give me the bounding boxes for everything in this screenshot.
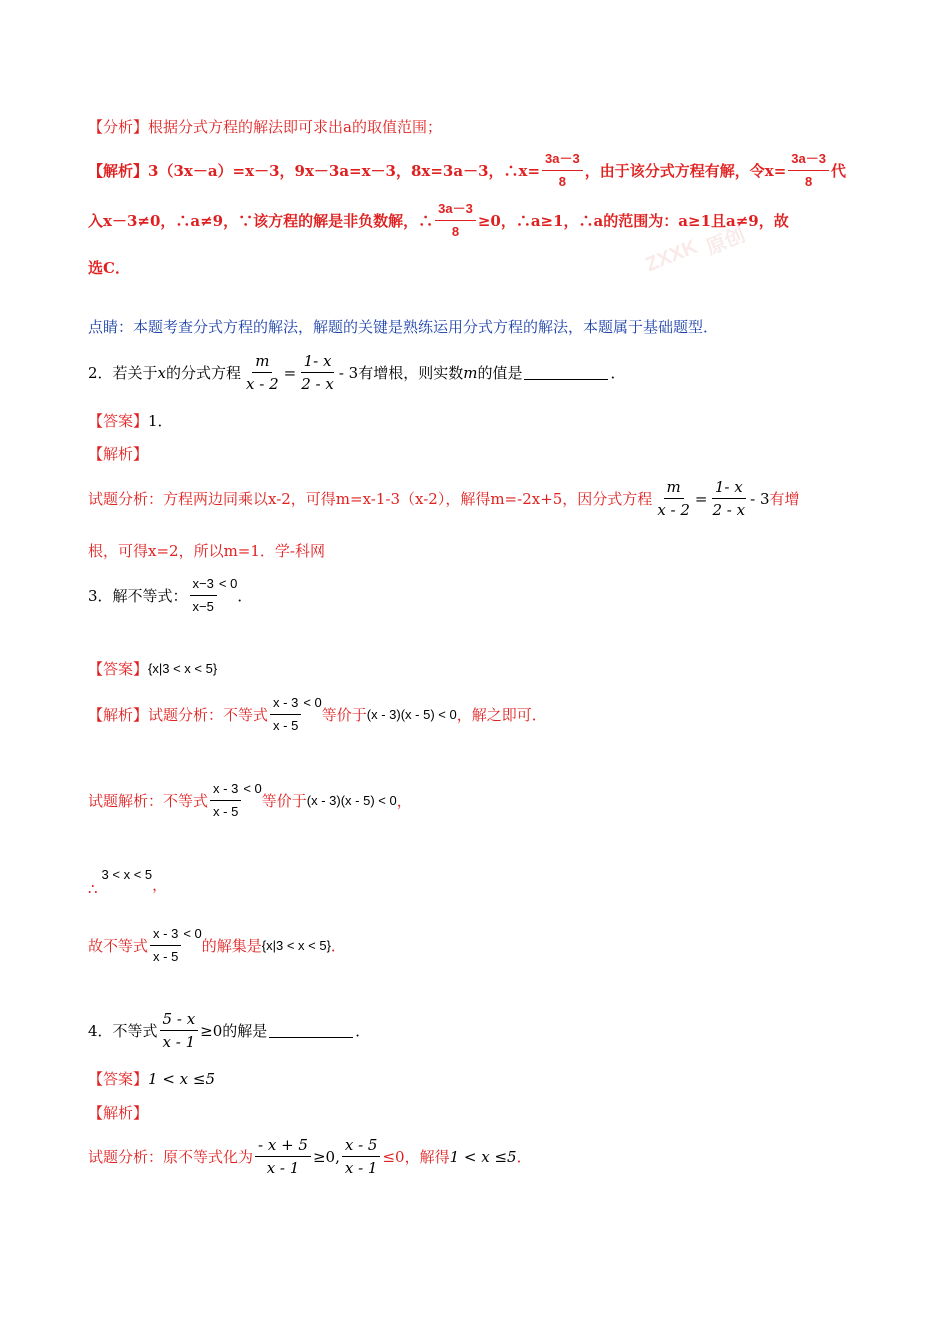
fraction-3a-3-over-8: $\frac{3a-3}{8}$ [542, 150, 583, 191]
q3-answer-label: 【答案】 [88, 660, 149, 678]
q3-conclusion-line [88, 925, 346, 966]
q3-conclusion-end: ． [330, 937, 346, 955]
q2-answer-blank[interactable] [524, 365, 608, 380]
q2-minus-3: - 3 [338, 363, 359, 382]
q4-solution-range: 1 < x ≤5 [449, 1147, 517, 1166]
q2-answer-label: 【答案】 [88, 412, 149, 430]
jiexi-text-5: ≥0，∴a≥1，∴a的范围为：a≥1且a≠9，故 [477, 212, 789, 230]
q2-jiexi-line [88, 443, 148, 464]
therefore-symbol: ∴ [88, 879, 98, 898]
q2-fraction-1-x: $\frac{1- x}{2 - x}$ [301, 352, 334, 393]
fraction-3a-3-over-8-c: $\frac{3a-3}{8}$ [435, 200, 476, 241]
q4-answer: 1 < x ≤5 [148, 1069, 216, 1088]
q4-solution-pre: 试题分析：原不等式化为 [88, 1148, 254, 1166]
q3-conclusion-pre: 故不等式 [88, 937, 149, 955]
q3-less-than-zero: < 0 [218, 576, 238, 591]
q3-detail-fraction: $\frac{x - 3}{x - 5}$ [210, 780, 241, 821]
q2-fraction-m: $\frac{m}{x - 2}$ [246, 352, 279, 393]
jiexi-text-1: 3（3x－a）=x－3，9x－3a=x－3，8x=3a－3，∴x= [148, 162, 541, 180]
q3-answer: {x|3 < x < 5} [148, 661, 218, 676]
q4-stem [88, 1010, 370, 1051]
jiexi-line-3 [88, 257, 130, 278]
q2-solution-line-2 [88, 540, 325, 561]
dianjing-text: 点睛：本题考查分式方程的解法，解题的关键是熟练运用分式方程的解法，本题属于基础题型． [88, 318, 719, 336]
q4-stem-pre: 4．不等式 [88, 1022, 158, 1040]
jiexi-text-6: 选C． [88, 259, 130, 277]
fenxi-text: 根据分式方程的解法即可求出a的取值范围； [148, 118, 442, 136]
q2-var-x: x [157, 363, 167, 382]
q3-detail-less-than-zero: < 0 [243, 781, 262, 796]
fenxi-label: 【分析】 [88, 118, 149, 136]
q3-analysis-fraction: $\frac{x - 3}{x - 5}$ [270, 694, 301, 735]
q4-period: ． [355, 1022, 371, 1040]
q2-solution-pre: 试题分析：方程两边同乘以x-2，可得m=x-1-3（x-2），解得m=-2x+5，因分式方程 [88, 490, 653, 508]
q4-solution-end: ． [516, 1148, 532, 1166]
q3-analysis-end: ，解之即可． [456, 706, 547, 724]
q2-solution-fraction-1-x: $\frac{1- x}{2 - x}$ [712, 478, 746, 519]
q3-range-comma: ， [152, 876, 168, 894]
q4-jiexi-label: 【解析】 [88, 1104, 149, 1122]
q4-answer-blank[interactable] [269, 1023, 353, 1038]
q3-stem [88, 575, 252, 616]
q2-stem-pre: 2．若关于 [88, 364, 158, 382]
jiexi-text-3: 代 [830, 162, 846, 180]
q4-solution-leq: ≤0，解得 [382, 1148, 450, 1166]
q2-answer: 1． [148, 412, 173, 430]
watermark-original: 原创 [703, 224, 749, 260]
fenxi-line [88, 116, 442, 137]
q3-conclusion-set: {x|3 < x < 5} [261, 938, 331, 953]
q2-solution-equals: = [694, 489, 708, 508]
jiexi-text-4: 入x－3≠0，∴a≠9，∵该方程的解是非负数解，∴ [88, 212, 434, 230]
q4-geq-zero: ≥0 [200, 1021, 223, 1040]
q3-analysis-mid: 等价于 [321, 706, 367, 724]
q4-answer-label: 【答案】 [88, 1070, 149, 1088]
q2-solution-minus-3: - 3 [750, 489, 770, 508]
jiexi-line-1 [88, 150, 846, 191]
q3-fraction: $\frac{x-3}{x-5}$ [190, 575, 217, 616]
q3-detail-line [88, 780, 412, 821]
dianjing-line [88, 316, 718, 337]
q3-detail-end: ， [396, 792, 412, 810]
q4-solution-fraction-2: $\frac{x - 5}{x - 1}$ [342, 1136, 381, 1177]
q2-jiexi-label: 【解析】 [88, 445, 149, 463]
q2-stem-end: 的值是 [477, 364, 523, 382]
jiexi-text-2: ，由于该分式方程有解，令x= [584, 162, 787, 180]
jiexi-label: 【解析】 [88, 162, 149, 180]
q4-solution-geq: ≥0, [312, 1147, 340, 1166]
q2-answer-line [88, 410, 173, 431]
q3-conclusion-less-than-zero: < 0 [183, 926, 202, 941]
q3-analysis-pre: 试题分析：不等式 [148, 706, 269, 724]
q4-solution-fraction-1: $\frac{- x + 5}{x - 1}$ [255, 1136, 311, 1177]
q3-detail-product: (x - 3)(x - 5) < 0 [306, 793, 397, 808]
q2-stem [88, 352, 626, 393]
fraction-3a-3-over-8-b: $\frac{3a-3}{8}$ [788, 150, 829, 191]
q4-jiexi-line [88, 1102, 148, 1123]
jiexi-line-2 [88, 200, 789, 241]
q3-stem-pre: 3．解不等式： [88, 587, 188, 605]
watermark-zxxk: ZXXK [642, 235, 701, 277]
q4-stem-end: 的解是 [222, 1022, 268, 1040]
q2-solution-fraction-m: $\frac{m}{x - 2}$ [657, 478, 690, 519]
q2-solution-line-2-text: 根，可得x=2，所以m=1．学-科网 [88, 542, 325, 560]
q3-jiexi-label: 【解析】 [88, 706, 149, 724]
q3-therefore-line [88, 864, 168, 898]
q2-stem-post: 有增根，则实数 [358, 364, 464, 382]
q4-solution-line [88, 1136, 532, 1177]
q3-answer-line [88, 658, 217, 679]
q2-equals: = [283, 363, 297, 382]
q2-solution-post: 有增 [769, 490, 800, 508]
q2-stem-mid: 的分式方程 [166, 364, 242, 382]
q3-analysis-line [88, 694, 547, 735]
q2-solution-line-1 [88, 478, 800, 519]
q3-analysis-product: (x - 3)(x - 5) < 0 [366, 707, 457, 722]
q4-answer-line [88, 1068, 215, 1089]
q3-conclusion-mid: 的解集是 [201, 937, 262, 955]
q3-analysis-less-than-zero: < 0 [303, 695, 322, 710]
q3-range: 3 < x < 5 [101, 867, 153, 882]
q3-detail-pre: 试题解析：不等式 [88, 792, 209, 810]
q3-detail-mid: 等价于 [261, 792, 307, 810]
q2-period: ． [610, 364, 626, 382]
q2-var-m: m [463, 363, 478, 382]
q3-conclusion-fraction: $\frac{x - 3}{x - 5}$ [150, 925, 181, 966]
q3-period: ． [237, 587, 253, 605]
q4-fraction: $\frac{5 - x}{x - 1}$ [160, 1010, 199, 1051]
